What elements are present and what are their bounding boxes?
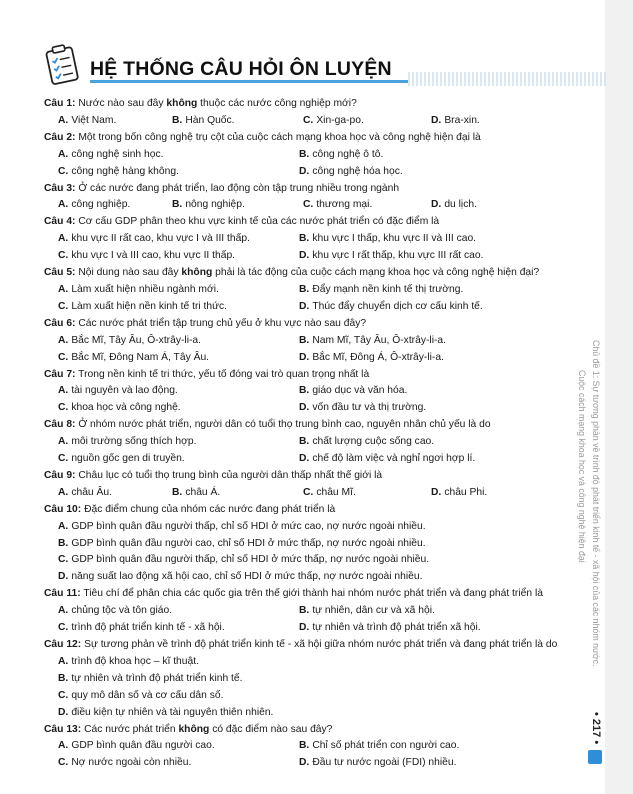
option-letter: B.	[299, 385, 310, 397]
option-letter: D.	[299, 351, 310, 363]
option-letter: D.	[299, 453, 310, 465]
option-letter: B.	[299, 334, 310, 346]
question-text: Một trong bốn công nghệ trụ cột của cuộc cách mạng khoa học và công nghệ hiện đại là	[78, 131, 481, 143]
question-number: Câu 10:	[44, 503, 82, 515]
option-text: Thúc đẩy chuyển dịch cơ cấu kinh tế.	[312, 300, 483, 312]
option-letter: D.	[299, 622, 310, 634]
option-text: Nợ nước ngoài còn nhiều.	[71, 757, 192, 769]
option-c	[44, 755, 299, 772]
option-letter: D.	[299, 402, 310, 414]
option-letter: D.	[431, 199, 442, 211]
option-text: Bắc Mĩ, Tây Âu, Ô-xtrây-li-a.	[71, 334, 202, 346]
option-row	[44, 299, 584, 316]
option-b	[299, 383, 554, 400]
question-number: Câu 6:	[44, 317, 76, 329]
option-row	[44, 451, 584, 468]
option-b	[299, 147, 554, 164]
option-text: công nghệ sinh học.	[71, 148, 164, 160]
option-text: du lịch.	[444, 199, 477, 211]
option-row	[44, 113, 584, 130]
option-text: khu vực II rất cao, khu vực I và III thấp.	[71, 233, 250, 245]
option-row	[44, 519, 584, 536]
question-11	[44, 586, 584, 603]
option-text: khu vực I thấp, khu vực II và III cao.	[312, 233, 477, 245]
option-letter: A.	[58, 199, 69, 211]
option-d	[44, 705, 273, 722]
option-letter: B.	[172, 486, 183, 498]
option-letter: C.	[58, 300, 69, 312]
option-text: công nghệ hóa học.	[312, 165, 403, 177]
option-d	[299, 755, 554, 772]
option-text: tự nhiên và trình độ phát triển xã hội.	[312, 622, 481, 634]
option-b	[172, 113, 303, 130]
option-row	[44, 248, 584, 265]
option-c	[44, 620, 299, 637]
question-text: Cơ cấu GDP phân theo khu vực kinh tế của các nước phát triển có đặc điểm là	[78, 216, 440, 228]
option-letter: C.	[303, 199, 314, 211]
option-c	[44, 350, 299, 367]
question-text: Ở các nước đang phát triển, lao động còn tập trung nhiều trong ngành	[78, 182, 400, 194]
option-a	[44, 434, 299, 451]
question-emphasis: không	[166, 98, 198, 109]
header-decorative-bar	[408, 72, 608, 86]
question-text: Nước nào sau đây	[78, 98, 167, 109]
page-number: • 217 •	[590, 712, 602, 745]
question-12	[44, 637, 584, 654]
option-text: GDP bình quân đầu người cao.	[71, 740, 215, 752]
option-text: châu Phi.	[444, 486, 488, 498]
option-letter: C.	[58, 689, 69, 701]
option-letter: C.	[58, 554, 69, 566]
question-10	[44, 502, 584, 519]
chapter-line-1: Chủ đề 1: Sự tương phản về trình độ phát triển kinh tế - xã hội của các nhóm nước.	[591, 340, 601, 667]
option-letter: C.	[58, 622, 69, 634]
option-letter: B.	[58, 672, 69, 684]
option-a	[44, 147, 299, 164]
option-row	[44, 705, 584, 722]
option-d	[299, 620, 554, 637]
option-d	[299, 451, 554, 468]
option-b	[299, 282, 554, 299]
option-text: Làm xuất hiện nhiều ngành mới.	[71, 283, 219, 295]
option-b	[172, 485, 303, 502]
option-text: Bra-xin.	[444, 114, 480, 126]
option-text: nguồn gốc gen di truyền.	[71, 453, 185, 465]
option-row	[44, 383, 584, 400]
option-row	[44, 400, 584, 417]
option-text: công nghệ hàng không.	[71, 165, 179, 177]
option-d	[299, 299, 554, 316]
question-emphasis: không	[178, 723, 210, 735]
option-row	[44, 333, 584, 350]
question-2	[44, 130, 584, 147]
question-number: Câu 9:	[44, 469, 76, 481]
option-text: châu Âu.	[71, 486, 112, 498]
question-4	[44, 214, 584, 231]
option-letter: A.	[58, 114, 69, 126]
question-13	[44, 722, 584, 739]
option-text: quy mô dân số và cơ cấu dân số.	[71, 689, 224, 701]
question-8	[44, 417, 584, 434]
option-text: Việt Nam.	[71, 114, 117, 126]
question-9	[44, 468, 584, 485]
question-text: Châu lục có tuổi thọ trung bình của người dân thấp nhất thế giới là	[78, 469, 383, 481]
option-text: châu Á.	[185, 486, 221, 498]
option-text: nông nghiệp.	[185, 199, 245, 211]
option-text: trình độ phát triển kinh tế - xã hội.	[71, 622, 225, 634]
option-letter: D.	[299, 165, 310, 177]
option-letter: A.	[58, 283, 69, 295]
question-number: Câu 7:	[44, 368, 76, 380]
option-letter: B.	[172, 199, 183, 211]
option-text: Đầu tư nước ngoài (FDI) nhiều.	[312, 757, 457, 769]
question-7	[44, 367, 584, 384]
option-letter: D.	[431, 486, 442, 498]
option-letter: A.	[58, 740, 69, 752]
page-title: HỆ THỐNG CÂU HỎI ÔN LUYỆN	[90, 58, 392, 80]
option-a	[44, 197, 172, 214]
title-underline	[90, 80, 408, 83]
option-text: Hàn Quốc.	[185, 114, 235, 126]
question-number: Câu 1:	[44, 98, 76, 109]
option-a	[44, 485, 172, 502]
option-text: chế độ làm việc và nghỉ ngơi hợp lí.	[312, 453, 476, 465]
question-emphasis: không	[181, 267, 213, 279]
option-letter: C.	[303, 114, 314, 126]
option-a	[44, 231, 299, 248]
question-text-end: phải là tác động của cuộc cách mạng khoa học và công nghệ hiện đại?	[212, 267, 540, 279]
option-text: thương mại.	[316, 199, 373, 211]
question-text: Sự tương phản về trình độ phát triển kinh tế - xã hội giữa nhóm nước phát triển và đang phát triển là do	[84, 639, 558, 650]
option-text: châu Mĩ.	[316, 486, 356, 498]
option-text: tài nguyên và lao động.	[71, 385, 178, 397]
option-text: chất lượng cuộc sống cao.	[312, 436, 435, 448]
option-d	[299, 400, 554, 417]
chapter-line-2: Cuộc cách mạng khoa học và công nghệ hiện đại	[577, 370, 587, 563]
question-text: Tiêu chí để phân chia các quốc gia trên thế giới thành hai nhóm nước phát triển và đang phát triển là	[83, 588, 543, 600]
option-row	[44, 164, 584, 181]
option-row	[44, 485, 584, 502]
option-c	[303, 197, 431, 214]
option-letter: C.	[303, 486, 314, 498]
option-b	[299, 603, 554, 620]
option-letter: A.	[58, 605, 69, 617]
option-letter: D.	[58, 571, 69, 583]
option-text: tự nhiên, dân cư và xã hội.	[312, 605, 435, 617]
option-d	[431, 197, 559, 214]
question-text: Đặc điểm chung của nhóm các nước đang phát triển là	[84, 503, 336, 515]
option-b	[44, 536, 426, 553]
option-a	[44, 603, 299, 620]
option-row	[44, 738, 584, 755]
option-b	[299, 231, 554, 248]
option-letter: A.	[58, 385, 69, 397]
option-row	[44, 434, 584, 451]
chapter-side-text	[573, 340, 613, 720]
question-number: Câu 3:	[44, 182, 76, 194]
option-text: điều kiện tự nhiên và tài nguyên thiên nhiên.	[71, 706, 274, 718]
option-row	[44, 654, 584, 671]
option-text: Đẩy mạnh nền kinh tế thị trường.	[312, 283, 464, 295]
option-letter: D.	[299, 250, 310, 262]
option-text: tự nhiên và trình độ phát triển kinh tế.	[71, 672, 243, 684]
option-row	[44, 147, 584, 164]
option-row	[44, 536, 584, 553]
option-letter: A.	[58, 436, 69, 448]
option-d	[299, 248, 554, 265]
question-text: Các nước phát triển tập trung chủ yếu ở khu vực nào sau đây?	[78, 317, 367, 329]
option-letter: A.	[58, 655, 69, 667]
option-text: Nam Mĩ, Tây Âu, Ô-xtrây-li-a.	[312, 334, 447, 346]
option-text: GDP bình quân đầu người thấp, chỉ số HDI ở mức cao, nợ nước ngoài nhiều.	[71, 520, 426, 532]
option-a	[44, 519, 426, 536]
option-letter: B.	[299, 283, 310, 295]
question-number: Câu 2:	[44, 131, 76, 143]
option-b	[299, 738, 554, 755]
option-letter: B.	[299, 233, 310, 245]
question-text-end: có đặc điểm nào sau đây?	[209, 723, 333, 735]
question-number: Câu 5:	[44, 267, 76, 279]
option-row	[44, 282, 584, 299]
option-letter: D.	[431, 114, 442, 126]
option-c	[303, 113, 431, 130]
option-text: Bắc Mĩ, Đông Nam Á, Tây Âu.	[71, 351, 210, 363]
option-letter: C.	[58, 757, 69, 769]
question-number: Câu 11:	[44, 588, 81, 600]
option-d	[299, 164, 554, 181]
option-b	[172, 197, 303, 214]
option-c	[44, 299, 299, 316]
option-a	[44, 113, 172, 130]
question-1	[44, 96, 584, 113]
option-d	[299, 350, 554, 367]
option-c	[44, 400, 299, 417]
option-a	[44, 282, 299, 299]
clipboard-checklist-icon	[40, 42, 86, 88]
question-number: Câu 13:	[44, 723, 82, 735]
option-text: Chỉ số phát triển con người cao.	[312, 740, 460, 752]
option-row	[44, 350, 584, 367]
option-row	[44, 671, 584, 688]
option-row	[44, 620, 584, 637]
option-text: giáo dục và văn hóa.	[312, 385, 408, 397]
option-letter: D.	[299, 757, 310, 769]
option-row	[44, 197, 584, 214]
question-text-end: thuộc các nước công nghiệp mới?	[197, 98, 357, 109]
option-c	[44, 451, 299, 468]
option-text: Xin-ga-po.	[316, 114, 364, 126]
option-row	[44, 603, 584, 620]
option-text: GDP bình quân đầu người cao, chỉ số HDI ở mức thấp, nợ nước ngoài nhiều.	[71, 537, 426, 549]
option-text: công nghệ ô tô.	[312, 148, 384, 160]
option-text: chủng tộc và tôn giáo.	[71, 605, 173, 617]
option-row	[44, 569, 584, 586]
option-letter: C.	[58, 165, 69, 177]
option-letter: A.	[58, 334, 69, 346]
option-c	[44, 164, 299, 181]
option-text: năng suất lao động xã hội cao, chỉ số HDI ở mức thấp, nợ nước ngoài nhiều.	[71, 571, 423, 583]
question-list	[44, 96, 584, 772]
option-letter: C.	[58, 250, 69, 262]
option-letter: C.	[58, 453, 69, 465]
option-row	[44, 552, 584, 569]
option-text: Làm xuất hiện nền kinh tế tri thức.	[71, 300, 228, 312]
question-text: Nội dung nào sau đây	[78, 267, 182, 279]
question-6	[44, 316, 584, 333]
option-text: vốn đầu tư và thị trường.	[312, 402, 427, 414]
option-letter: B.	[58, 537, 69, 549]
option-a	[44, 333, 299, 350]
option-text: khoa học và công nghệ.	[71, 402, 181, 414]
question-text: Các nước phát triển	[84, 723, 179, 735]
option-d	[44, 569, 422, 586]
option-text: GDP bình quân đầu người thấp, chỉ số HDI ở mức thấp, nợ nước ngoài nhiều.	[71, 554, 430, 566]
option-c	[44, 248, 299, 265]
option-letter: A.	[58, 486, 69, 498]
question-number: Câu 12:	[44, 639, 82, 650]
question-number: Câu 8:	[44, 419, 76, 431]
option-text: môi trường sống thích hợp.	[71, 436, 197, 448]
option-letter: A.	[58, 520, 69, 532]
option-letter: C.	[58, 351, 69, 363]
option-letter: A.	[58, 148, 69, 160]
option-letter: A.	[58, 233, 69, 245]
question-5	[44, 265, 584, 282]
option-b	[44, 671, 243, 688]
page-marker	[588, 750, 602, 764]
option-text: trình độ khoa học – kĩ thuật.	[71, 655, 199, 667]
question-3	[44, 181, 584, 198]
option-c	[44, 688, 223, 705]
question-number: Câu 4:	[44, 216, 76, 228]
option-letter: B.	[299, 605, 310, 617]
option-letter: B.	[172, 114, 183, 126]
option-text: khu vực I và III cao, khu vực II thấp.	[71, 250, 236, 262]
option-a	[44, 738, 299, 755]
option-letter: D.	[299, 300, 310, 312]
option-text: công nghiệp.	[71, 199, 131, 211]
option-letter: C.	[58, 402, 69, 414]
question-text: Ở nhóm nước phát triển, người dân có tuổi thọ trung bình cao, nguyên nhân chủ yếu là do	[78, 419, 491, 431]
option-letter: D.	[58, 706, 69, 718]
option-text: Bắc Mĩ, Đông Á, Ô-xtrây-li-a.	[312, 351, 444, 363]
question-text: Trong nền kinh tế tri thức, yếu tố đóng vai trò quan trọng nhất là	[78, 368, 370, 380]
option-row	[44, 688, 584, 705]
option-letter: B.	[299, 740, 310, 752]
option-c	[44, 552, 429, 569]
option-row	[44, 755, 584, 772]
option-b	[299, 434, 554, 451]
option-letter: B.	[299, 148, 310, 160]
section-header	[36, 42, 596, 92]
option-a	[44, 383, 299, 400]
option-letter: B.	[299, 436, 310, 448]
option-b	[299, 333, 554, 350]
option-d	[431, 113, 559, 130]
option-row	[44, 231, 584, 248]
option-a	[44, 654, 199, 671]
option-d	[431, 485, 559, 502]
option-c	[303, 485, 431, 502]
option-text: khu vực I rất thấp, khu vực III rất cao.	[312, 250, 484, 262]
